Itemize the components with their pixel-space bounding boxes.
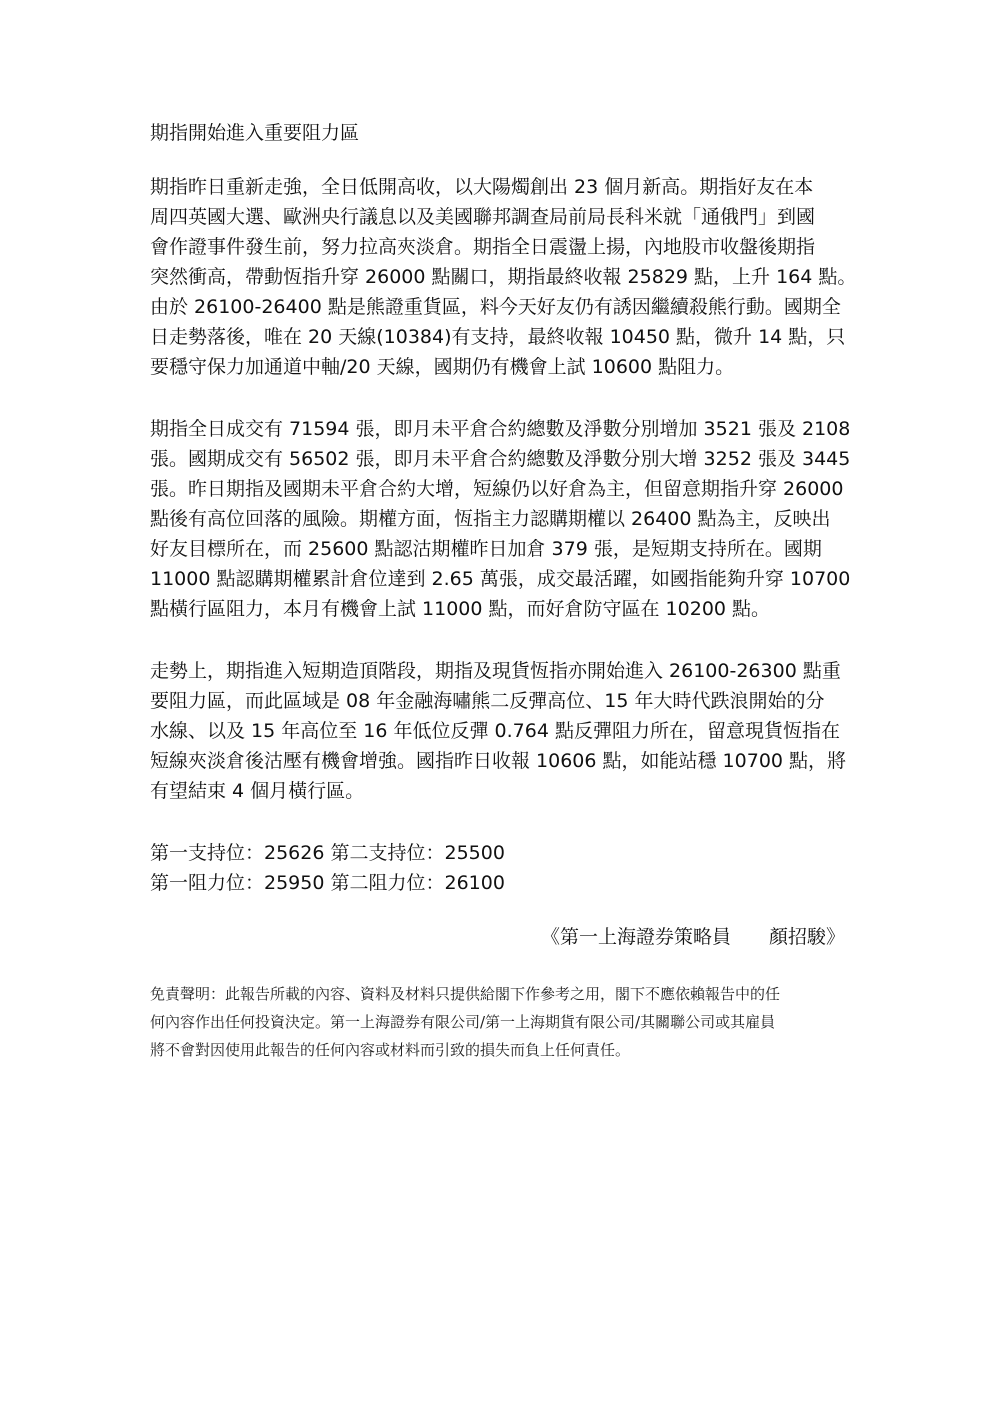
document-title: 期指開始進入重要阻力區 bbox=[150, 122, 360, 144]
document-page bbox=[150, 118, 857, 1064]
disclaimer-line: 免責聲明：此報告所載的內容、資料及材料只提供給閣下作參考之用，閣下不應依賴報告中的任 bbox=[150, 985, 781, 1003]
disclaimer bbox=[150, 980, 845, 1064]
paragraph-line: 日走勢落後，唯在 20 天線(10384)有支持，最終收報 10450 點，微升 14 點，只 bbox=[150, 326, 846, 348]
paragraph-trend bbox=[150, 656, 845, 806]
paragraph-line: 走勢上，期指進入短期造頂階段，期指及現貨恆指亦開始進入 26100-26300 點重 bbox=[150, 660, 841, 682]
paragraph-line: 周四英國大選、歐洲央行議息以及美國聯邦調查局前局長科米就「通俄門」到國 bbox=[150, 206, 816, 228]
paragraph-line: 張。昨日期指及國期未平倉合約大增，短線仍以好倉為主，但留意期指升穿 26000 bbox=[150, 478, 844, 500]
paragraph-line: 11000 點認購期權累計倉位達到 2.65 萬張，成交最活躍，如國指能夠升穿 10700 bbox=[150, 568, 851, 590]
paragraph-line: 張。國期成交有 56502 張，即月未平倉合約總數及淨數分別大增 3252 張及 3445 bbox=[150, 448, 851, 470]
author-byline: 《第一上海證券策略員 顏招駿》 bbox=[540, 926, 845, 948]
paragraph-line: 要穩守保力加通道中軸/20 天線，國期仍有機會上試 10600 點阻力。 bbox=[150, 356, 735, 378]
paragraph-line: 期指昨日重新走強，全日低開高收，以大陽燭創出 23 個月新高。期指好友在本 bbox=[150, 176, 814, 198]
disclaimer-line: 將不會對因使用此報告的任何內容或材料而引致的損失而負上任何責任。 bbox=[150, 1041, 631, 1059]
paragraph-line: 水線、以及 15 年高位至 16 年低位反彈 0.764 點反彈阻力所在，留意現貨恆指在 bbox=[150, 720, 840, 742]
paragraph-line: 有望結束 4 個月橫行區。 bbox=[150, 780, 365, 802]
paragraph-line: 點橫行區阻力，本月有機會上試 11000 點，而好倉防守區在 10200 點。 bbox=[150, 598, 771, 620]
paragraph-line: 突然衝高，帶動恆指升穿 26000 點關口，期指最終收報 25829 點，上升 164 點。 bbox=[150, 266, 857, 288]
disclaimer-line: 何內容作出任何投資決定。第一上海證券有限公司/第一上海期貨有限公司/其關聯公司或其雇員 bbox=[150, 1013, 776, 1031]
paragraph-line: 要阻力區，而此區域是 08 年金融海嘯熊二反彈高位、15 年大時代跌浪開始的分 bbox=[150, 690, 825, 712]
paragraph-line: 期指全日成交有 71594 張，即月未平倉合約總數及淨數分別增加 3521 張及 2108 bbox=[150, 418, 851, 440]
paragraph-line: 會作證事件發生前，努力拉高夾淡倉。期指全日震盪上揚，內地股市收盤後期指 bbox=[150, 236, 816, 258]
support-levels: 第一支持位：25626 第二支持位：25500 bbox=[150, 842, 505, 864]
support-resistance-levels bbox=[150, 838, 845, 898]
paragraph-market-summary bbox=[150, 172, 857, 382]
paragraph-line: 點後有高位回落的風險。期權方面，恆指主力認購期權以 26400 點為主，反映出 bbox=[150, 508, 831, 530]
paragraph-line: 短線夾淡倉後沽壓有機會增強。國指昨日收報 10606 點，如能站穩 10700 點，將 bbox=[150, 750, 847, 772]
paragraph-line: 好友目標所在，而 25600 點認沽期權昨日加倉 379 張，是短期支持所在。國期 bbox=[150, 538, 822, 560]
paragraph-open-interest bbox=[150, 414, 851, 624]
paragraph-line: 由於 26100-26400 點是熊證重貨區，料今天好友仍有誘因繼續殺熊行動。國期全 bbox=[150, 296, 841, 318]
resistance-levels: 第一阻力位：25950 第二阻力位：26100 bbox=[150, 872, 505, 894]
